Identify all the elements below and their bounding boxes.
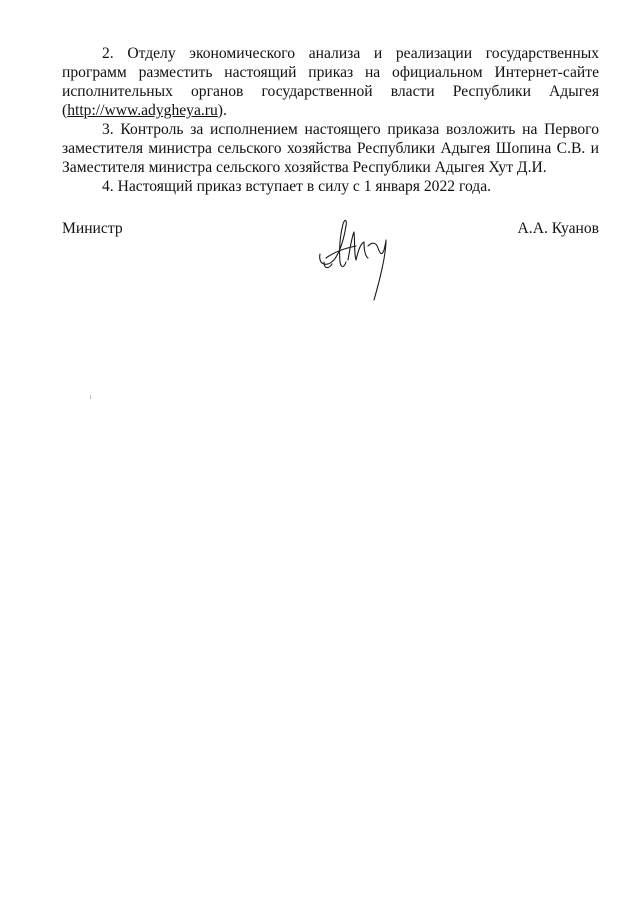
signer-name: А.А. Куанов [517,220,599,237]
website-link[interactable]: http://www.adygheya.ru [67,102,218,119]
paragraph-2 [62,44,599,120]
paragraph-4: 4. Настоящий приказ вступает в силу с 1 января 2022 года. [102,178,492,195]
document-body [62,44,599,196]
signer-role: Министр [62,220,123,237]
handwritten-signature-icon [312,212,402,304]
scan-speck [90,395,91,399]
paragraph-2-text: 2. Отделу экономического анализа и реализации государственных программ разместить настоящий приказ на официальном Интернет-сайте исполнительных органов государственной власти Республики Адыгея ( [62,45,599,119]
paragraph-2-end: ). [217,102,227,119]
paragraph-3: 3. Контроль за исполнением настоящего приказа возложить на Первого заместителя министра сельского хозяйства Республики Адыгея Шопина С.В. и Заместителя министра сельского хозяйства Республики Адыгея Хут Д.И. [62,121,599,176]
